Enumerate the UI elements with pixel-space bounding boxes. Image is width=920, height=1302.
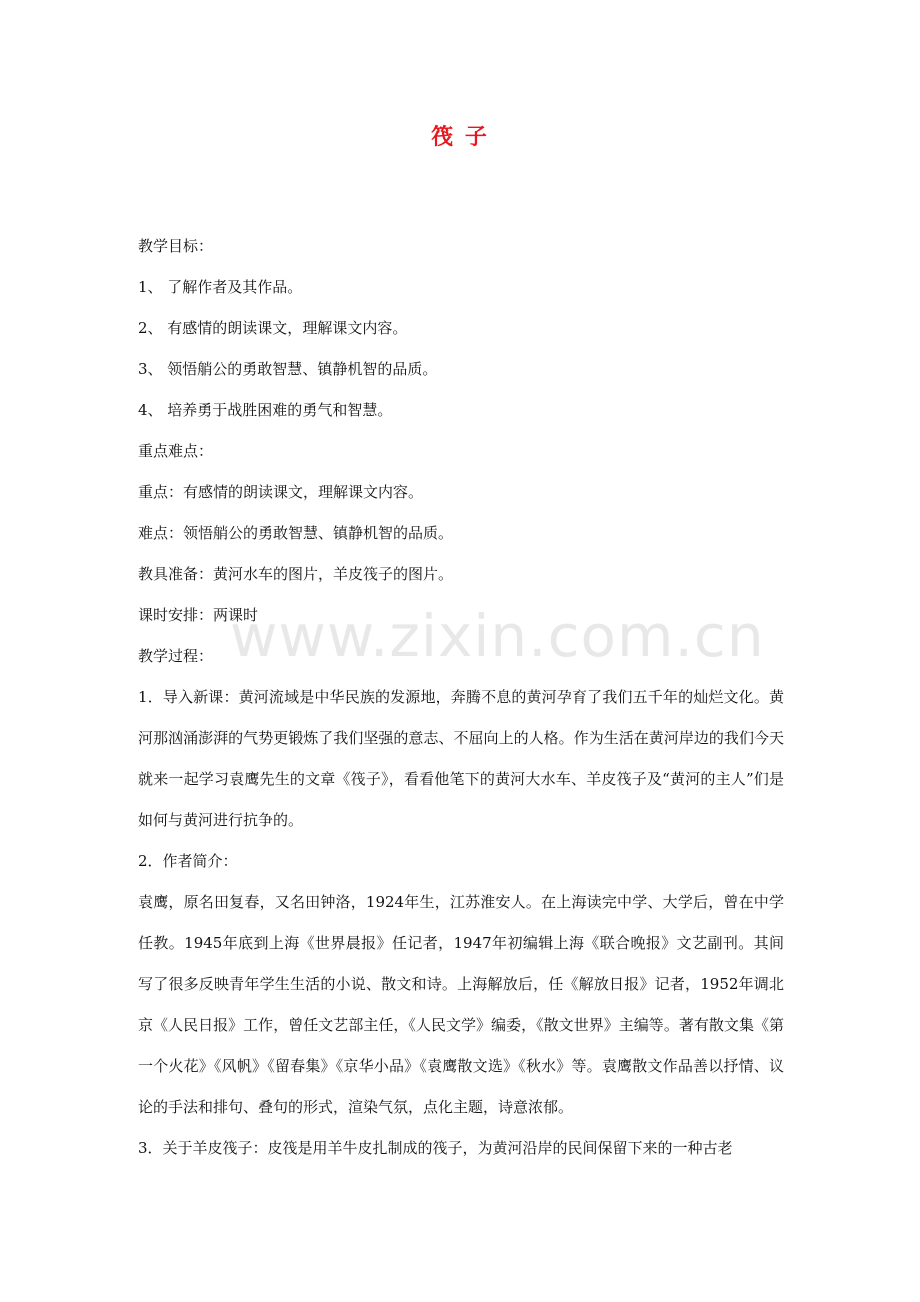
section-heading-key-points: 重点难点： [138,442,214,460]
teaching-aids: 教具准备：黄河水车的图片，羊皮筏子的图片。 [138,565,454,583]
key-point: 重点：有感情的朗读课文，理解课文内容。 [138,483,424,501]
paragraph-raft: 3．关于羊皮筏子：皮筏是用羊牛皮扎制成的筏子，为黄河沿岸的民间保留下来的一种古老 [138,1139,733,1157]
class-schedule: 课时安排：两课时 [138,606,259,624]
section-heading-process: 教学过程： [138,647,214,665]
paragraph-introduction: 1．导入新课：黄河流域是中华民族的发源地，奔腾不息的黄河孕育了我们五千年的灿烂文化。黄河那汹涌澎湃的气势更锻炼了我们坚强的意志、不屈向上的人格。作为生活在黄河岸边的我们今天就来一起学习袁鹰先生的文章《筏子》，看看他笔下的黄河大水车、羊皮筏子及“黄河的主人”们是如何与黄河进行抗争的。 [138,688,784,829]
objective-item-3: 3、 领悟艄公的勇敢智慧、镇静机智的品质。 [138,360,438,378]
document-body [138,226,784,1169]
objective-item-4: 4、 培养勇于战胜困难的勇气和智慧。 [138,401,393,419]
document-title: 筏 子 [431,125,489,150]
objective-item-2: 2、 有感情的朗读课文，理解课文内容。 [138,319,408,337]
watermark: www.zixin.com.cn [230,602,765,670]
difficult-point: 难点：领悟艄公的勇敢智慧、镇静机智的品质。 [138,524,454,542]
section-heading-objectives: 教学目标： [138,237,214,255]
paragraph-author: 袁鹰，原名田复春，又名田钟洛，1924年生，江苏淮安人。在上海读完中学、大学后，曾在中学任教。1945年底到上海《世界晨报》任记者，1947年初编辑上海《联合晚报》文艺副刊。其间写了很多反映青年学生生活的小说、散文和诗。上海解放后，任《解放日报》记者，1952年调北京《人民日报》工作，曾任文艺部主任，《人民文学》编委，《散文世界》主编等。著有散文集《第一个火花》《风帆》《留春集》《京华小品》《袁鹰散文选》《秋水》等。袁鹰散文作品善以抒情、议论的手法和排句、叠句的形式，渲染气氛，点化主题，诗意浓郁。 [138,893,784,1116]
section-heading-author: 2．作者简介： [138,852,238,870]
objective-item-1: 1、 了解作者及其作品。 [138,278,303,296]
